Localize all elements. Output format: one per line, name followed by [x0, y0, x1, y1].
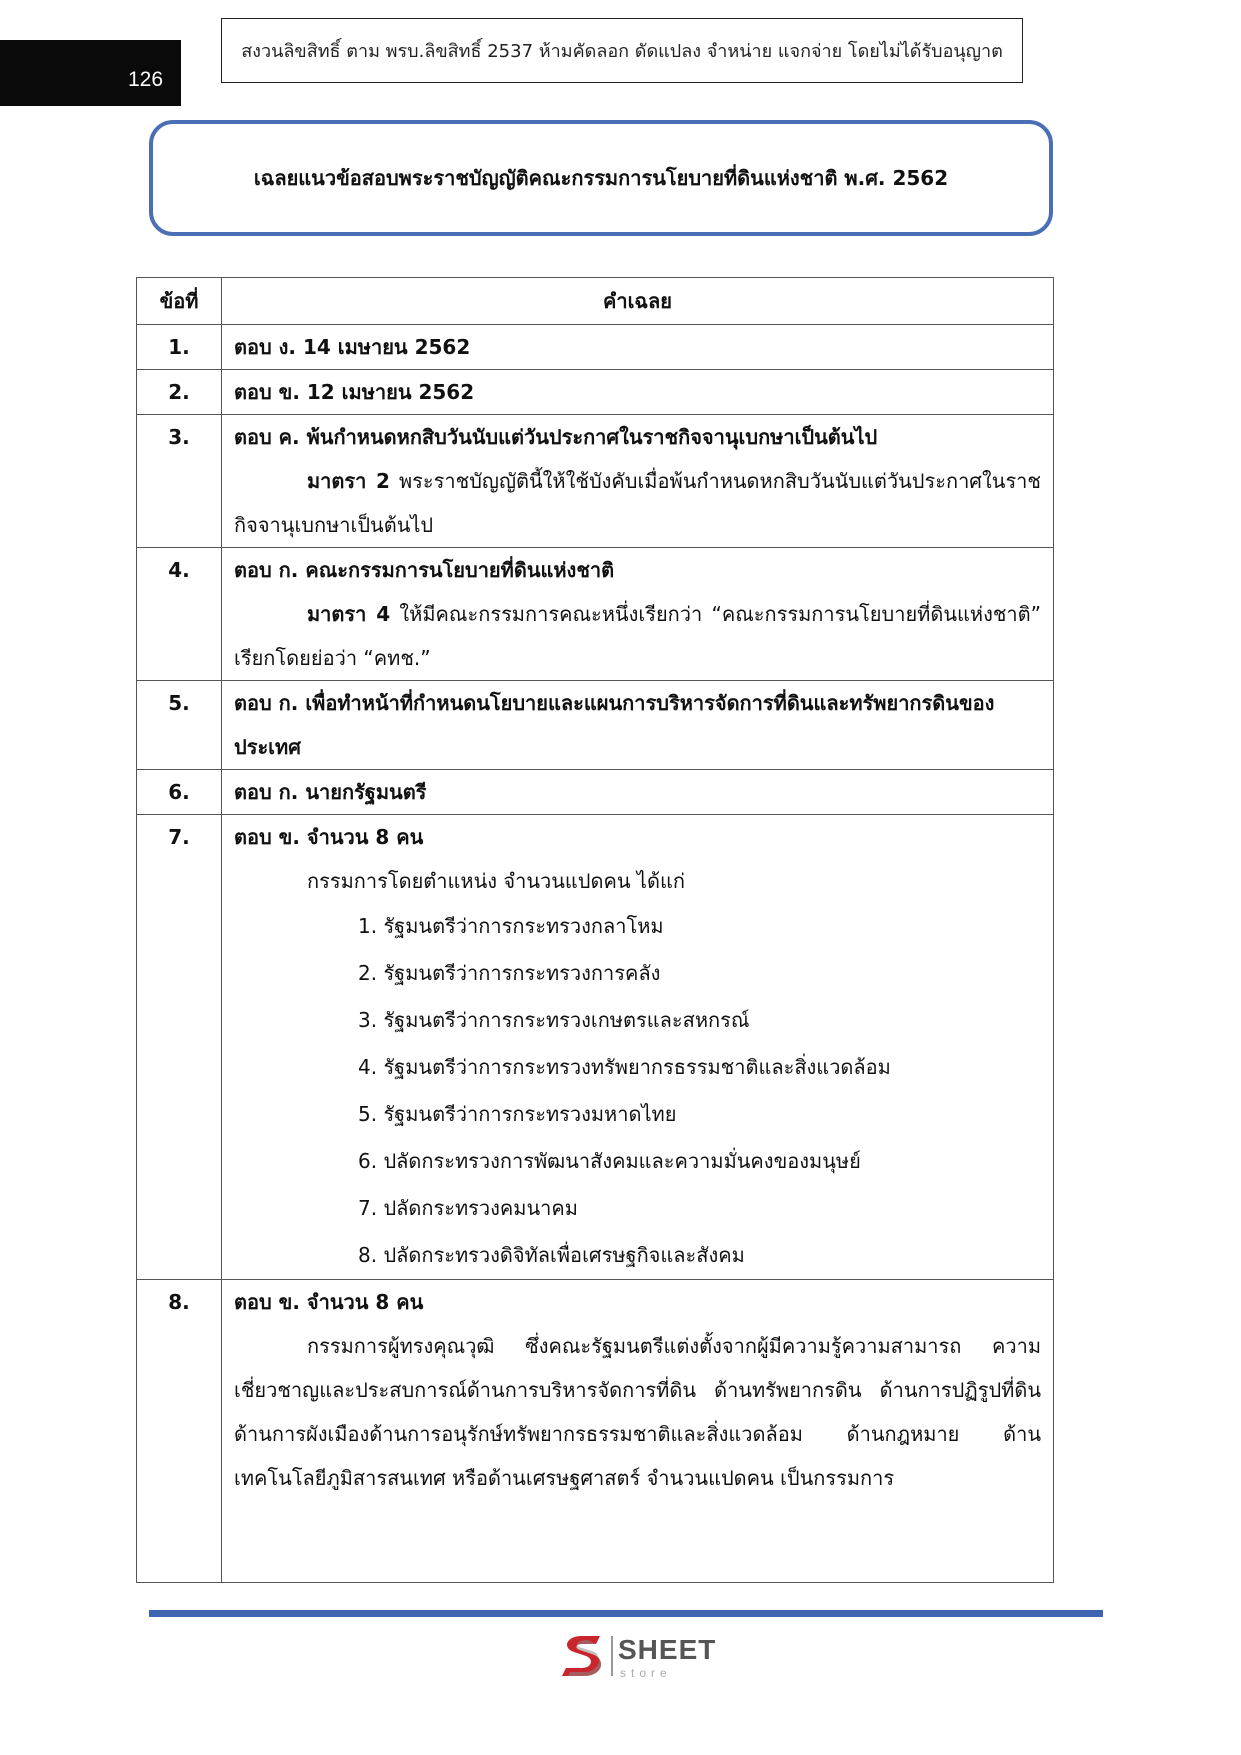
row-answer: [222, 370, 1054, 415]
row-answer: [222, 325, 1054, 370]
row-answer: [222, 770, 1054, 815]
row-answer: [222, 681, 1054, 770]
row-number: 8.: [137, 1280, 222, 1583]
row-number: 6.: [137, 770, 222, 815]
row-answer: [222, 415, 1054, 548]
answer-text: ตอบ ง. 14 เมษายน 2562: [234, 335, 471, 359]
answer-text: ตอบ ก. คณะกรรมการนโยบายที่ดินแห่งชาติ: [234, 558, 615, 582]
answer-text: ตอบ ค. พ้นกำหนดหกสิบวันนับแต่วันประกาศในราชกิจจานุเบกษาเป็นต้นไป: [234, 425, 878, 449]
explanation-text: ให้มีคณะกรรมการคณะหนึ่งเรียกว่า “คณะกรรมการนโยบายที่ดินแห่งชาติ” เรียกโดยย่อว่า “คทช.”: [234, 602, 1041, 670]
footer-divider: [149, 1610, 1103, 1617]
table-row: [137, 325, 1054, 370]
answer-text: ตอบ ข. จำนวน 8 คน: [234, 1290, 424, 1314]
row-number: 1.: [137, 325, 222, 370]
row-answer: [222, 815, 1054, 1280]
answer-text: ตอบ ข. จำนวน 8 คน: [234, 825, 424, 849]
list-item: 8. ปลัดกระทรวงดิจิทัลเพื่อเศรษฐกิจและสังคม: [358, 1243, 745, 1267]
header-no: ข้อที่: [137, 278, 222, 325]
answer-explanation: [234, 592, 1041, 680]
table-row: [137, 548, 1054, 681]
list-item: 3. รัฐมนตรีว่าการกระทรวงเกษตรและสหกรณ์: [358, 1008, 750, 1032]
row-answer: [222, 1280, 1054, 1583]
row-number: 5.: [137, 681, 222, 770]
list-item: 2. รัฐมนตรีว่าการกระทรวงการคลัง: [358, 961, 661, 985]
list-item: 5. รัฐมนตรีว่าการกระทรวงมหาดไทย: [358, 1102, 677, 1126]
section-ref: มาตรา 4: [307, 602, 391, 626]
answer-explanation: [234, 459, 1041, 547]
table-row: [137, 681, 1054, 770]
table-row: [137, 770, 1054, 815]
page-number: 126: [128, 68, 164, 91]
row-number: 4.: [137, 548, 222, 681]
table-row: [137, 815, 1054, 1280]
row-number: 3.: [137, 415, 222, 548]
explanation-text: กรรมการผู้ทรงคุณวุฒิ ซึ่งคณะรัฐมนตรีแต่งตั้งจากผู้มีความรู้ความสามารถ ความเชี่ยวชาญและประสบการณ์ด้านการบริหารจัดการที่ดิน ด้านทรัพยากรดิน ด้านการปฏิรูปที่ดิน ด้านการผังเมืองด้านการอนุรักษ์ทรัพยากรธรรมชาติและสิ่งแวดล้อม ด้านกฎหมาย ด้านเทคโนโลยีภูมิสารสนเทศ หรือด้านเศรษฐศาสตร์ จำนวนแปดคน เป็นกรรมการ: [234, 1334, 1041, 1490]
page-number-box: [0, 40, 181, 106]
row-number: 2.: [137, 370, 222, 415]
list-item: 1. รัฐมนตรีว่าการกระทรวงกลาโหม: [358, 914, 664, 938]
page-title: เฉลยแนวข้อสอบพระราชบัญญัติคณะกรรมการนโยบายที่ดินแห่งชาติ พ.ศ. 2562: [149, 120, 1053, 236]
section-ref: มาตรา 2: [307, 469, 390, 493]
answer-text: ตอบ ข. 12 เมษายน 2562: [234, 380, 475, 404]
row-answer: [222, 548, 1054, 681]
list-item: 4. รัฐมนตรีว่าการกระทรวงทรัพยากรธรรมชาติและสิ่งแวดล้อม: [358, 1055, 891, 1079]
table-row: [137, 1280, 1054, 1583]
table-row: [137, 370, 1054, 415]
table-header-row: [137, 278, 1054, 325]
answer-text: ตอบ ก. เพื่อทำหน้าที่กำหนดนโยบายและแผนการบริหารจัดการที่ดินและทรัพยากรดินของประเทศ: [234, 691, 995, 759]
logo-subtext: store: [620, 1666, 672, 1680]
list-item: 6. ปลัดกระทรวงการพัฒนาสังคมและความมั่นคงของมนุษย์: [358, 1149, 861, 1173]
list-item: 7. ปลัดกระทรวงคมนาคม: [358, 1196, 578, 1220]
list-intro: กรรมการโดยตำแหน่ง จำนวนแปดคน ได้แก่: [307, 869, 685, 893]
answer-table: [136, 277, 1054, 1583]
explanation-text: พระราชบัญญัตินี้ให้ใช้บังคับเมื่อพ้นกำหนดหกสิบวันนับแต่วันประกาศในราชกิจจานุเบกษาเป็นต้นไป: [234, 469, 1041, 537]
row-number: 7.: [137, 815, 222, 1280]
header-answer: คำเฉลย: [222, 278, 1054, 325]
logo-text: SHEET: [618, 1634, 717, 1665]
table-row: [137, 415, 1054, 548]
answer-text: ตอบ ก. นายกรัฐมนตรี: [234, 780, 427, 804]
copyright-notice: สงวนลิขสิทธิ์ ตาม พรบ.ลิขสิทธิ์ 2537 ห้ามคัดลอก ดัดแปลง จำหน่าย แจกจ่าย โดยไม่ได้รับอนุญาต: [221, 18, 1023, 83]
